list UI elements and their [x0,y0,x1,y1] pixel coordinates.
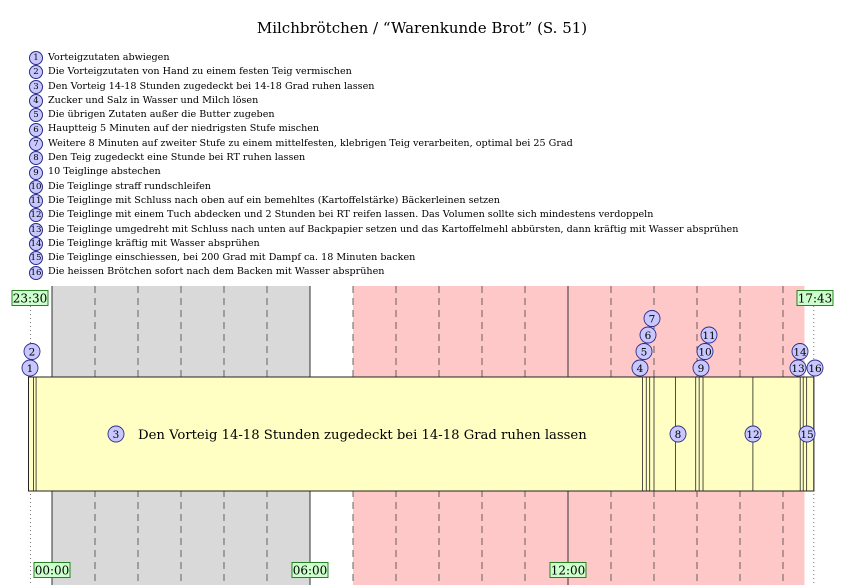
step-number-badge: 14 [30,239,42,249]
step-text: Den Vorteig 14-18 Stunden zugedeckt bei 14-18 Grad ruhen lassen [48,80,375,92]
bar-label: Den Vorteig 14-18 Stunden zugedeckt bei 14-18 Grad ruhen lassen [138,428,587,443]
step-marker-label: 16 [808,363,822,375]
step-number-badge: 10 [30,181,42,192]
end-time-label: 17:43 [797,291,833,306]
step-number-badge: 12 [30,210,42,221]
step-text: Den Teig zugedeckt eine Stunde bei RT ruhen lassen [48,152,306,164]
step-text: Die übrigen Zutaten außer die Butter zugeben [48,109,275,121]
step-text: Hauptteig 5 Minuten auf der niedrigsten Stufe mischen [48,123,320,135]
step-number-badge: 8 [29,151,43,165]
step-text: Die Teiglinge mit Schluss nach oben auf ein bemehltes (Kartoffelstärke) Bäckerleinen setzen [48,194,500,206]
step-marker-label: 7 [648,313,656,326]
step-number-badge: 2 [29,65,43,79]
step-number-badge: 13 [30,224,42,235]
step-text: Die Teiglinge einschiessen, bei 200 Grad mit Dampf ca. 18 Minuten backen [48,252,416,264]
step-number-badge: 6 [29,123,43,137]
step-marker-label: 4 [636,363,644,375]
step-text: Die Teiglinge kräftig mit Wasser absprühen [48,237,260,249]
step-number-badge: 7 [29,137,43,151]
step-marker-label: 5 [640,346,648,359]
page-title: Milchbrötchen / “Warenkunde Brot” (S. 51) [256,19,588,37]
step-number-badge: 9 [29,166,43,180]
hour-label: 06:00 [292,563,328,578]
bar-step-badge-label: 12 [746,429,760,441]
bar-step-badge-label: 8 [674,429,682,441]
step-number-badge: 15 [30,253,42,264]
step-text: Die Teiglinge mit einem Tuch abdecken und 2 Stunden bei RT reifen lassen. Das Volumen sollte sich mindestens verdoppeln [48,209,654,221]
step-text: Vorteigzutaten abwiegen [48,52,170,63]
step-marker-label: 13 [791,363,805,375]
step-text: Die heissen Brötchen sofort nach dem Backen mit Wasser absprühen [48,266,385,278]
hour-label: 00:00 [34,563,70,578]
step-text: Die Teiglinge umgedreht mit Schluss nach unten auf Backpapier setzen und das Kartoffelmehl abbürsten, dann kräftig mit Wasser absprühen [48,223,739,235]
step-text: Die Vorteigzutaten von Hand zu einem festen Teig vermischen [48,66,352,78]
step-marker-label: 10 [698,346,712,359]
step-marker-label: 9 [697,363,705,375]
step-marker-label: 11 [702,330,716,342]
step-text: Weitere 8 Minuten auf zweiter Stufe zu einem mittelfesten, klebrigen Teig verarbeiten, optimal bei 25 Grad [48,137,573,149]
step-text: 10 Teiglinge abstechen [48,166,161,178]
step-number-badge: 4 [29,94,43,108]
step-number-badge: 16 [30,267,42,278]
start-time-label: 23:30 [12,291,48,306]
bar-step-badge-label: 3 [112,429,120,441]
step-marker-label: 14 [793,346,807,359]
step-number-badge: 5 [29,108,43,122]
step-text: Die Teiglinge straff rundschleifen [48,180,211,192]
bar-step-badge-label: 15 [800,429,814,441]
step-marker-label: 1 [26,363,34,375]
step-number-badge: 11 [30,196,42,207]
step-marker-label: 2 [28,346,36,359]
step-text: Zucker und Salz in Wasser und Milch lösen [48,94,259,106]
step-number-badge: 1 [29,51,43,65]
step-number-badge: 3 [29,80,43,94]
step-marker-label: 6 [644,330,652,342]
hour-label: 12:00 [550,563,586,578]
